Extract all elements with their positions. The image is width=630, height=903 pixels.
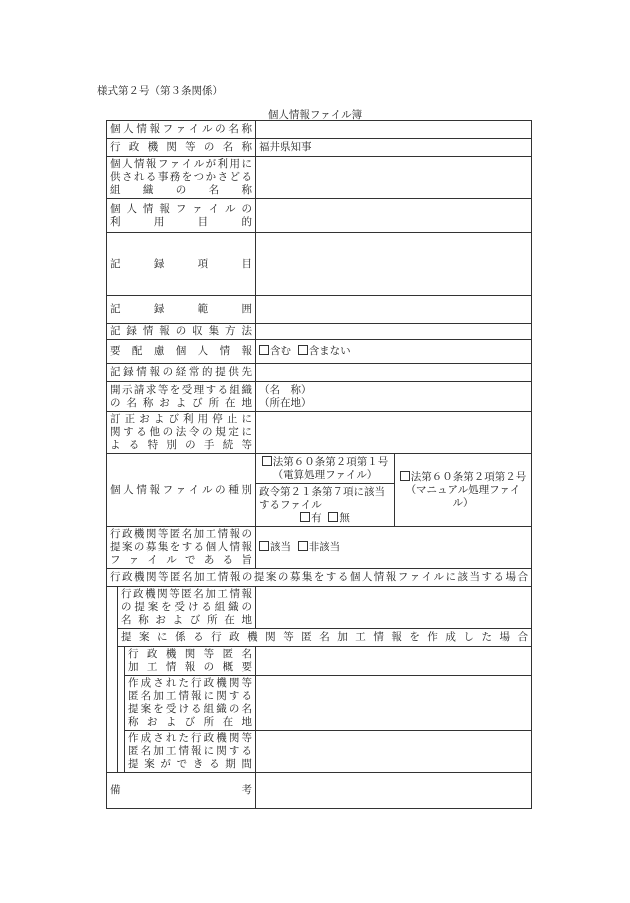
- sensitive-yes-label: 含む: [270, 345, 291, 357]
- anon-applicable-label: 該当: [270, 541, 291, 553]
- organization-label-line: 組織の名称: [110, 184, 252, 196]
- record-items-label: 記録項目: [107, 233, 256, 296]
- request-org-address: （所在地）: [259, 396, 312, 409]
- sensitive-no-label: 含まない: [308, 345, 351, 357]
- created-org-label-line: 提案を受ける組織の名: [128, 703, 252, 715]
- anon-not-applicable-label: 非該当: [308, 541, 341, 553]
- special-procedure-label-line: よる特別の手続等: [110, 439, 252, 451]
- sensitive-yes-checkbox[interactable]: [259, 345, 269, 355]
- created-org-field[interactable]: [256, 676, 532, 731]
- ordinance-yes-label: 有: [311, 511, 322, 524]
- special-procedure-label-line: 関する他の法令の規定に: [110, 426, 252, 438]
- request-org-field[interactable]: [256, 382, 532, 412]
- anonymized-section-heading: 行政機関等匿名加工情報の提案の募集をする個人情報ファイルに該当する場合: [107, 569, 532, 587]
- anonymized-recruit-label-line: 行政機関等匿名加工情報の: [110, 528, 252, 540]
- organization-field[interactable]: [256, 157, 532, 199]
- remarks-field[interactable]: [256, 773, 532, 809]
- sensitive-info-label: 要配慮個人情報: [107, 340, 256, 364]
- page-title: 個人情報ファイル簿: [267, 109, 363, 121]
- anonymized-recruit-label-line: 提案の募集をする個人情報: [110, 541, 252, 553]
- ordinance-no-label: 無: [339, 511, 350, 524]
- indent-spacer: [107, 629, 118, 647]
- type-option-2-sublabel: （マニュアル処理ファイル）: [405, 483, 521, 509]
- created-org-label-line: 作成された行政機関等: [128, 677, 252, 689]
- anon-applicable-checkbox[interactable]: [259, 541, 269, 551]
- type-option-2-checkbox[interactable]: [400, 471, 410, 481]
- purpose-field[interactable]: [256, 199, 532, 233]
- type-option-1-label: 法第６０条第２項第１号: [272, 455, 389, 468]
- proposal-org-label-line: の提案を受ける組織の: [121, 601, 252, 613]
- created-org-label-line: 称および所在地: [128, 716, 252, 728]
- anon-not-applicable-checkbox[interactable]: [298, 541, 308, 551]
- special-procedure-label-line: 訂正および利用停止に: [110, 413, 252, 425]
- special-procedure-field[interactable]: [256, 412, 532, 454]
- anonymized-summary-label-line: 行政機関等匿名: [128, 648, 252, 660]
- sensitive-no-checkbox[interactable]: [298, 345, 308, 355]
- special-procedure-label: [107, 412, 256, 454]
- type-option-2-label: 法第６０条第２項第２号: [410, 470, 527, 483]
- file-name-field[interactable]: [256, 121, 532, 139]
- file-register-table: [106, 120, 532, 809]
- record-scope-field[interactable]: [256, 296, 532, 324]
- form-number-label: 様式第２号（第３条関係）: [97, 85, 223, 97]
- type-option-1-sublabel: （電算処理ファイル）: [272, 468, 378, 481]
- created-org-label-line: 匿名加工情報に関する: [128, 690, 252, 702]
- proposal-period-label: [125, 731, 256, 773]
- indent-spacer: [107, 647, 118, 676]
- anonymized-summary-label-line: 加工情報の概要: [128, 661, 252, 673]
- file-name-label: 個人情報ファイルの名称: [107, 121, 256, 139]
- collection-method-field[interactable]: [256, 324, 532, 340]
- proposal-period-label-line: 作成された行政機関等: [128, 732, 252, 744]
- organization-label-line: 個人情報ファイルが利用に: [110, 158, 252, 170]
- indent-spacer: [107, 731, 118, 773]
- anonymized-recruit-options: [256, 527, 532, 569]
- collection-method-label: 記録情報の収集方法: [107, 324, 256, 340]
- request-org-name: （名 称）: [259, 383, 312, 396]
- remarks-label: 備考: [107, 773, 256, 809]
- created-section-heading: 提案に係る行政機関等匿名加工情報を作成した場合: [118, 629, 532, 647]
- regular-provision-field[interactable]: [256, 364, 532, 382]
- proposal-org-label: [118, 587, 256, 629]
- ordinance-file-label-line: 政令第２１条第７項に該当: [259, 485, 385, 498]
- anonymized-summary-field[interactable]: [256, 647, 532, 676]
- purpose-label-line: 利用目的: [110, 215, 252, 228]
- regular-provision-label: 記録情報の経常的提供先: [107, 364, 256, 382]
- agency-name-value[interactable]: 福井県知事: [256, 139, 532, 157]
- created-org-label: [125, 676, 256, 731]
- indent-spacer: [118, 647, 125, 676]
- purpose-label-line: 個人情報ファイルの: [110, 202, 252, 215]
- proposal-org-label-line: 名称および所在地: [121, 614, 252, 626]
- anonymized-summary-label: [125, 647, 256, 676]
- record-scope-label: 記録範囲: [107, 296, 256, 324]
- organization-label-line: 供される事務をつかさどる: [110, 171, 252, 183]
- file-type-option-2: [395, 454, 532, 527]
- type-option-1-checkbox[interactable]: [262, 456, 272, 466]
- request-org-label-line: の名称および所在地: [110, 396, 252, 409]
- file-type-option-1: [256, 454, 395, 484]
- proposal-period-label-line: 提案ができる期間: [128, 758, 252, 770]
- file-type-label: 個人情報ファイルの種別: [107, 454, 256, 527]
- ordinance-file-cell: [256, 484, 395, 527]
- organization-label: [107, 157, 256, 199]
- ordinance-yes-checkbox[interactable]: [300, 512, 310, 522]
- proposal-org-label-line: 行政機関等匿名加工情報: [121, 588, 252, 600]
- proposal-period-field[interactable]: [256, 731, 532, 773]
- request-org-label: [107, 382, 256, 412]
- indent-spacer: [107, 587, 118, 629]
- purpose-label: [107, 199, 256, 233]
- agency-name-label: 行政機関等の名称: [107, 139, 256, 157]
- request-org-label-line: 開示請求等を受理する組織: [110, 383, 252, 396]
- indent-spacer: [118, 731, 125, 773]
- record-items-field[interactable]: [256, 233, 532, 296]
- anonymized-recruit-label-line: ファイルである旨: [110, 554, 252, 566]
- ordinance-no-checkbox[interactable]: [328, 512, 338, 522]
- sensitive-info-options: [256, 340, 532, 364]
- indent-spacer: [118, 676, 125, 731]
- indent-spacer: [107, 676, 118, 731]
- anonymized-recruit-label: [107, 527, 256, 569]
- proposal-org-field[interactable]: [256, 587, 532, 629]
- ordinance-file-label-line: するファイル: [259, 498, 322, 511]
- proposal-period-label-line: 匿名加工情報に関する: [128, 745, 252, 757]
